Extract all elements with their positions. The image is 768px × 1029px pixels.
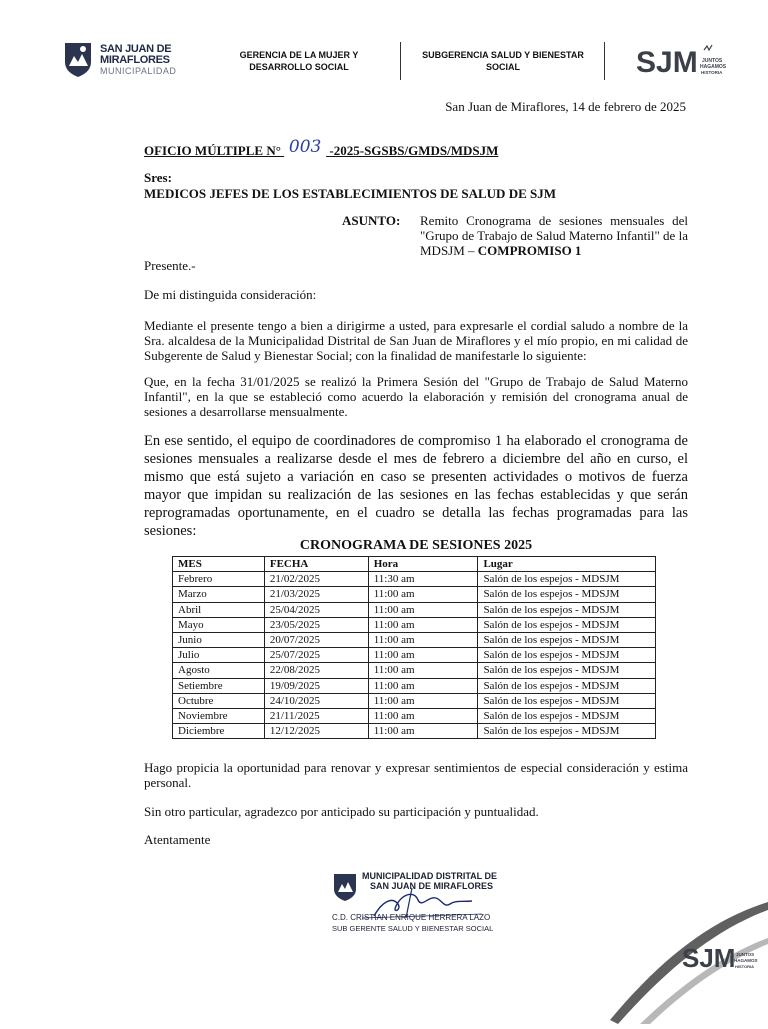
schedule-title: CRONOGRAMA DE SESIONES 2025 [299, 538, 533, 553]
header-mes: MES [173, 557, 265, 572]
cell-mes: Noviembre [173, 708, 265, 723]
recipient-salutation: Sres: [144, 170, 172, 185]
oficio-handwritten-number: 003 [288, 137, 322, 157]
cell-lugar: Salón de los espejos - MDSJM [478, 708, 656, 723]
table-row [173, 708, 656, 723]
asunto-compromiso: COMPROMISO 1 [477, 243, 582, 258]
asunto-label: ASUNTO: [342, 213, 401, 228]
paragraph-5: Sin otro particular, agradezco por anticipado su participación y puntualidad. [144, 804, 539, 819]
paragraph-1: Mediante el presente tengo a bien a dirigirme a usted, para expresarle el cordial saludo a nombre de la Sra. alcaldesa de la Municipalidad Distrital de San Juan de Miraflores y el mío propio, en mi calidad de Subgerente de Salud y Bienestar Social; con la finalidad de manifestarle lo siguiente: [144, 318, 688, 363]
cell-mes: Diciembre [173, 724, 265, 739]
cell-lugar: Salón de los espejos - MDSJM [478, 648, 656, 663]
oficio-prefix: OFICIO MÚLTIPLE N° [144, 143, 281, 158]
header-fecha: FECHA [264, 557, 368, 572]
cell-fecha: 25/07/2025 [264, 648, 368, 663]
cell-hora: 11:00 am [368, 693, 478, 708]
recipient-block [144, 170, 556, 202]
cell-fecha: 23/05/2025 [264, 617, 368, 632]
cell-lugar: Salón de los espejos - MDSJM [478, 678, 656, 693]
cell-fecha: 21/11/2025 [264, 708, 368, 723]
cell-lugar: Salón de los espejos - MDSJM [478, 587, 656, 602]
footer-corner-branding [610, 890, 768, 1024]
cell-fecha: 21/03/2025 [264, 587, 368, 602]
stamp-line3: C.D. CRISTIAN ENRIQUE HERRERA LAZO [332, 913, 491, 922]
stamp-line1: MUNICIPALIDAD DISTRITAL DE [362, 871, 497, 881]
sjm-logo-mark [636, 40, 726, 84]
footer-swoosh [610, 890, 768, 1024]
cell-fecha: 19/09/2025 [264, 678, 368, 693]
cell-hora: 11:00 am [368, 587, 478, 602]
cell-mes: Agosto [173, 663, 265, 678]
paragraph-4: Hago propicia la oportunidad para renovar y expresar sentimientos de especial consideración y estima personal. [144, 760, 688, 790]
cell-hora: 11:00 am [368, 617, 478, 632]
cell-fecha: 20/07/2025 [264, 632, 368, 647]
cell-mes: Abril [173, 602, 265, 617]
cell-mes: Mayo [173, 617, 265, 632]
sjm-logo [636, 40, 726, 84]
footer-sjm-mark: SJM [682, 943, 736, 973]
recipient-name: MEDICOS JEFES DE LOS ESTABLECIMIENTOS DE SALUD DE SJM [144, 186, 557, 201]
cell-lugar: Salón de los espejos - MDSJM [478, 572, 656, 587]
table-row [173, 678, 656, 693]
footer-slogan-2: HAGAMOS [734, 958, 758, 963]
cell-hora: 11:30 am [368, 572, 478, 587]
header-lugar: Lugar [478, 557, 656, 572]
table-row [173, 663, 656, 678]
cell-hora: 11:00 am [368, 648, 478, 663]
stamp-line2: SAN JUAN DE MIRAFLORES [370, 881, 494, 891]
department-subgerencia: SUBGERENCIA SALUD Y BIENESTAR SOCIAL [422, 50, 584, 72]
schedule-table [172, 556, 656, 739]
cell-fecha: 21/02/2025 [264, 572, 368, 587]
cell-mes: Marzo [173, 587, 265, 602]
logo-left-line1: SAN JUAN DE [100, 43, 172, 55]
header-divider [604, 42, 605, 80]
stamp-line4: SUB GERENTE SALUD Y BIENESTAR SOCIAL [332, 924, 494, 933]
cell-lugar: Salón de los espejos - MDSJM [478, 693, 656, 708]
cell-fecha: 22/08/2025 [264, 663, 368, 678]
municipality-logo [62, 40, 182, 82]
presente-text: Presente.- [144, 258, 196, 273]
table-row [173, 602, 656, 617]
cell-lugar: Salón de los espejos - MDSJM [478, 663, 656, 678]
cell-hora: 11:00 am [368, 632, 478, 647]
cell-hora: 11:00 am [368, 663, 478, 678]
cell-hora: 11:00 am [368, 602, 478, 617]
logo-left-line2: MIRAFLORES [100, 54, 170, 66]
cell-fecha: 25/04/2025 [264, 602, 368, 617]
sjm-slogan-1: JUNTOS [702, 58, 723, 64]
footer-slogan-3: HISTORIA [735, 964, 755, 969]
cell-mes: Setiembre [173, 678, 265, 693]
cell-mes: Julio [173, 648, 265, 663]
sjm-slogan-3: HISTORIA [701, 70, 723, 75]
header-divider [400, 42, 401, 80]
cell-hora: 11:00 am [368, 708, 478, 723]
paragraph-2: Que, en la fecha 31/01/2025 se realizó la Primera Sesión del "Grupo de Trabajo de Salud Materno Infantil", en la que se estableció como acuerdo la elaboración y remisión del cronograma anual de sesiones a desarrollarse mensualmente. [144, 374, 688, 419]
table-row [173, 724, 656, 739]
paragraph-3: En ese sentido, el equipo de coordinadores de compromiso 1 ha elaborado el cronograma de sesiones mensuales a realizarse desde el mes de febrero a diciembre del año en curso, el mismo que está sujeto a variación en caso se presenten actividades o motivos de fuerza mayor que impidan su realización de las sesiones en las fechas establecidas y que serán reprogramadas oportunamente, en el cuadro se detalla las fechas programadas para las sesiones: [144, 433, 688, 539]
oficio-number [144, 137, 499, 160]
cell-lugar: Salón de los espejos - MDSJM [478, 632, 656, 647]
asunto-body: Remito Cronograma de sesiones mensuales del "Grupo de Trabajo de Salud Materno Infantil" de la MDSJM – [420, 213, 688, 258]
header-hora: Hora [368, 557, 478, 572]
sjm-mark-text: SJM [636, 46, 698, 79]
table-row [173, 572, 656, 587]
cell-lugar: Salón de los espejos - MDSJM [478, 602, 656, 617]
oficio-suffix: -2025-SGSBS/GMDS/MDSJM [329, 143, 499, 158]
cell-lugar: Salón de los espejos - MDSJM [478, 617, 656, 632]
logo-left-line3: MUNICIPALIDAD [100, 66, 177, 76]
cell-mes: Febrero [173, 572, 265, 587]
signature-stamp [332, 870, 512, 940]
cell-hora: 11:00 am [368, 724, 478, 739]
department-gerencia: GERENCIA DE LA MUJER Y DESARROLLO SOCIAL [239, 50, 359, 72]
cell-lugar: Salón de los espejos - MDSJM [478, 724, 656, 739]
table-row [173, 632, 656, 647]
footer-slogan-1: JUNTOS [736, 952, 755, 957]
table-header-row [173, 557, 656, 572]
cell-hora: 11:00 am [368, 678, 478, 693]
table-row [173, 648, 656, 663]
table-row [173, 617, 656, 632]
table-row [173, 587, 656, 602]
closing-atentamente: Atentamente [144, 832, 211, 847]
sjm-slogan-2: HAGAMOS [700, 64, 726, 70]
document-date: San Juan de Miraflores, 14 de febrero de 2025 [445, 99, 686, 114]
shield-emblem-icon [62, 40, 94, 78]
cell-mes: Junio [173, 632, 265, 647]
cell-mes: Octubre [173, 693, 265, 708]
table-row [173, 693, 656, 708]
cell-fecha: 12/12/2025 [264, 724, 368, 739]
asunto-text [420, 213, 688, 258]
consideracion-text: De mi distinguida consideración: [144, 287, 317, 302]
cell-fecha: 24/10/2025 [264, 693, 368, 708]
